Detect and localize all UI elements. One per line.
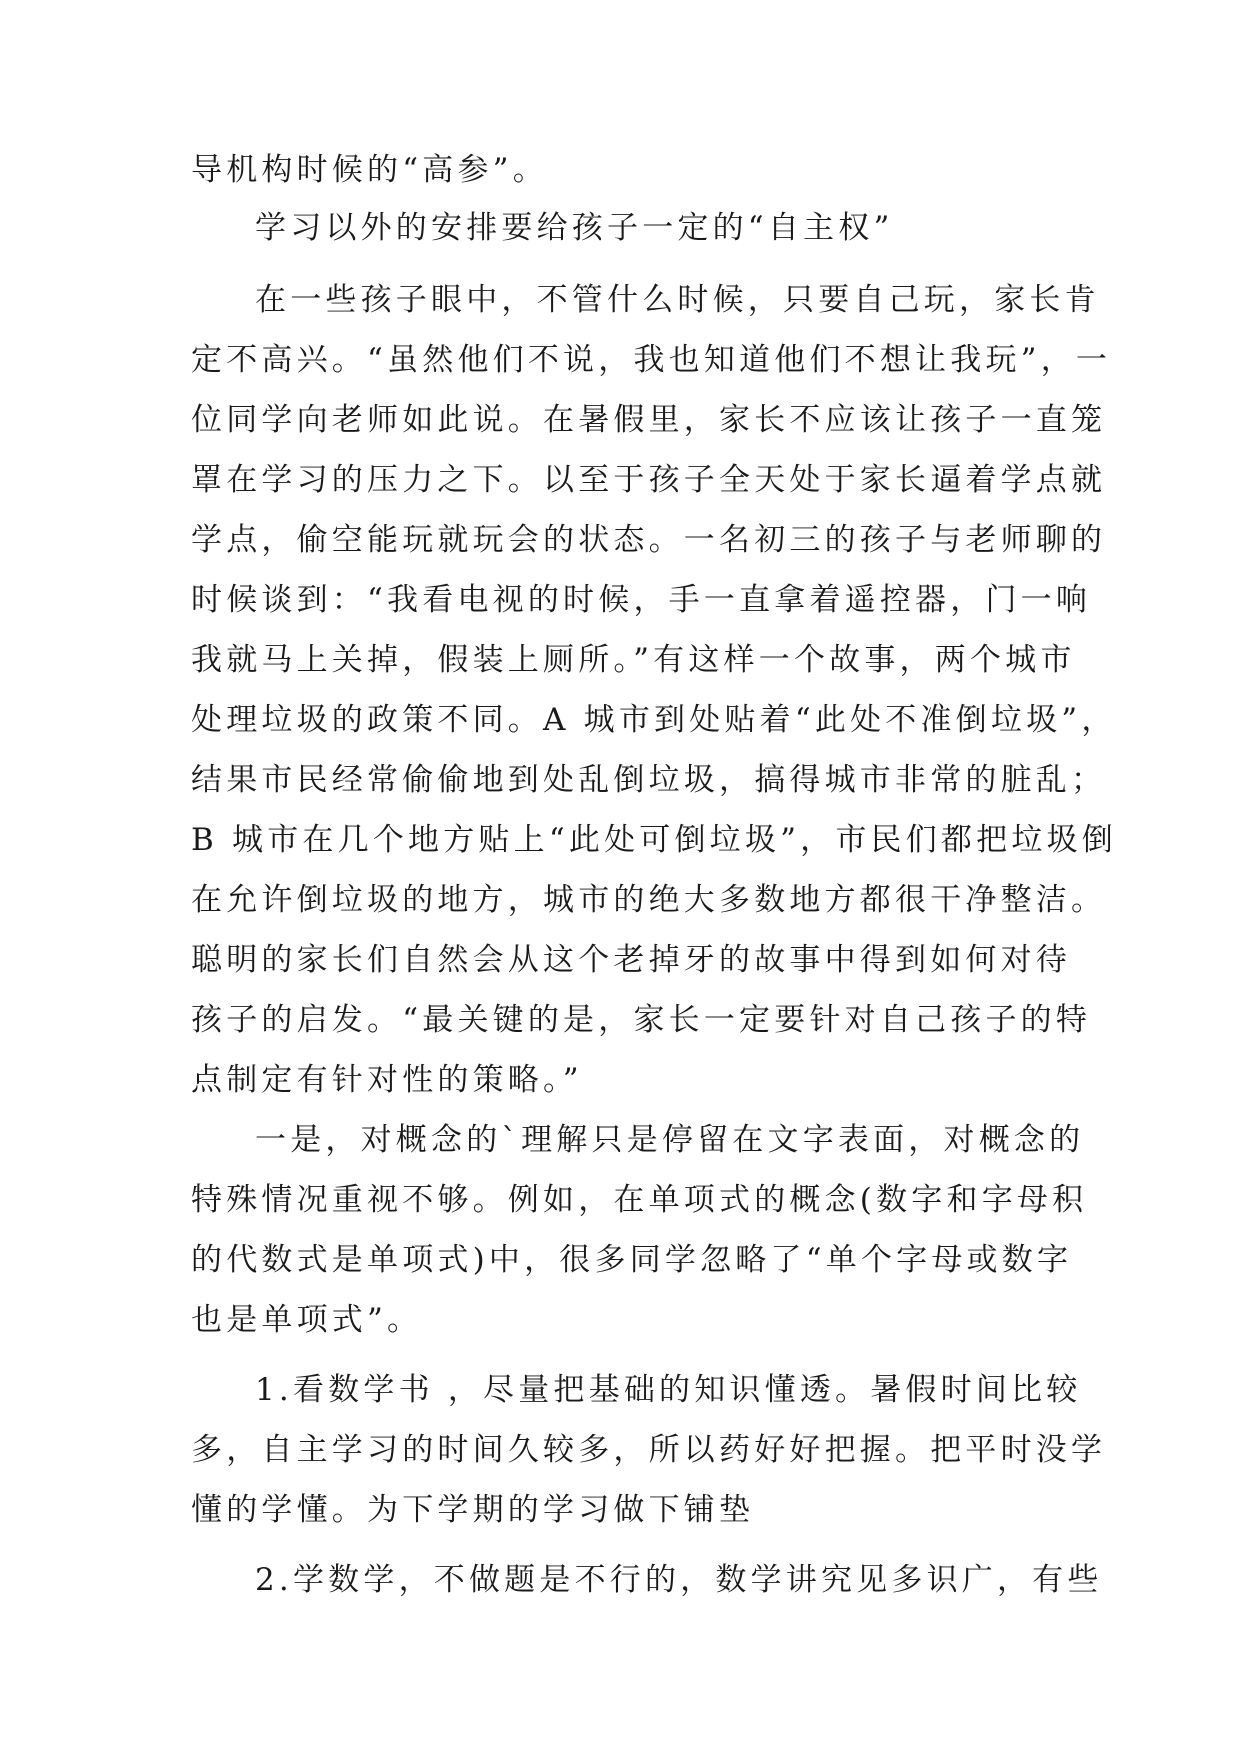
- text-line: 聪明的家长们自然会从这个老掉牙的故事中得到如何对待: [191, 942, 1071, 978]
- text-line: 懂的学懂。为下学期的学习做下铺垫: [191, 1492, 755, 1528]
- text-line: 也是单项式”。: [191, 1302, 423, 1338]
- section-heading: 学习以外的安排要给孩子一定的“自主权”: [255, 210, 894, 246]
- text-line: 在允许倒垃圾的地方，城市的绝大多数地方都很干净整洁。: [191, 882, 1107, 918]
- text-line: 时候谈到：“我看电视的时候，手一直拿着遥控器，门一响: [191, 582, 1092, 618]
- text-line: 我就马上关掉，假装上厕所。”有这样一个故事，两个城市: [191, 642, 1076, 678]
- text-line: 一是，对概念的`理解只是停留在文字表面，对概念的: [255, 1122, 1085, 1158]
- text-line: 定不高兴。“虽然他们不说，我也知道他们不想让我玩”，一: [191, 342, 1112, 378]
- text-line: 点制定有针对性的策略。”: [191, 1062, 583, 1098]
- text-line: 孩子的启发。“最关键的是，家长一定要针对自己孩子的特: [191, 1002, 1092, 1038]
- text-line: 导机构时候的“高参”。: [191, 152, 548, 188]
- text-line: 多，自主学习的时间久较多，所以药好好把握。把平时没学: [191, 1432, 1107, 1468]
- text-line: 结果市民经常偷偷地到处乱倒垃圾，搞得城市非常的脏乱；: [191, 762, 1107, 798]
- text-line: 罩在学习的压力之下。以至于孩子全天处于家长逼着学点就: [191, 462, 1107, 498]
- text-line: 在一些孩子眼中，不管什么时候，只要自己玩，家长肯: [255, 282, 1100, 318]
- text-line: 特殊情况重视不够。例如，在单项式的概念(数字和字母积: [191, 1182, 1088, 1218]
- text-line: B 城市在几个地方贴上“此处可倒垃圾”，市民们都把垃圾倒: [191, 822, 1117, 858]
- text-line: 学点，偷空能玩就玩会的状态。一名初三的孩子与老师聊的: [191, 522, 1107, 558]
- list-item-2: 2.学数学，不做题是不行的，数学讲究见多识广，有些: [255, 1562, 1103, 1598]
- text-line: 的代数式是单项式)中，很多同学忽略了“单个字母或数字: [191, 1242, 1073, 1278]
- text-line: 处理垃圾的政策不同。A 城市到处贴着“此处不准倒垃圾”，: [191, 702, 1117, 738]
- list-item-1: 1.看数学书 ，尽量把基础的知识懂透。暑假时间比较: [255, 1372, 1082, 1408]
- text-line: 位同学向老师如此说。在暑假里，家长不应该让孩子一直笼: [191, 402, 1107, 438]
